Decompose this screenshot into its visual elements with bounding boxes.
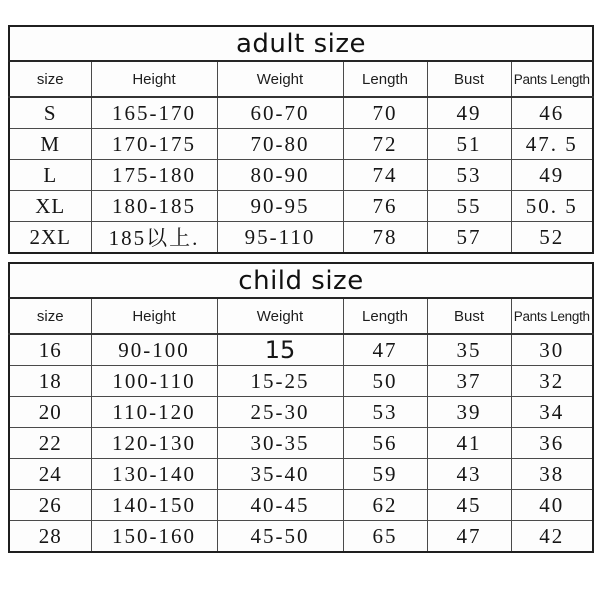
cell: 90-95: [217, 191, 343, 222]
column-header-size: size: [9, 61, 91, 97]
cell: 53: [343, 397, 427, 428]
cell: 55: [427, 191, 511, 222]
child-size-grid: [8, 262, 594, 553]
column-header-bust: Bust: [427, 61, 511, 97]
cell: 50. 5: [511, 191, 593, 222]
cell: 62: [343, 490, 427, 521]
cell: 26: [9, 490, 91, 521]
cell: 59: [343, 459, 427, 490]
cell: 25-30: [217, 397, 343, 428]
cell: 50: [343, 366, 427, 397]
column-header-weight: Weight: [217, 298, 343, 334]
cell: 51: [427, 129, 511, 160]
cell: 34: [511, 397, 593, 428]
cell: 150-160: [91, 521, 217, 553]
cell: 76: [343, 191, 427, 222]
cell: 170-175: [91, 129, 217, 160]
cell: 70-80: [217, 129, 343, 160]
cell: 80-90: [217, 160, 343, 191]
cell: XL: [9, 191, 91, 222]
table-row: [9, 366, 593, 397]
cell: L: [9, 160, 91, 191]
cell: 40-45: [217, 490, 343, 521]
column-header-height: Height: [91, 298, 217, 334]
child-size-table: [8, 262, 592, 553]
column-header-weight: Weight: [217, 61, 343, 97]
cell: 28: [9, 521, 91, 553]
cell: 30-35: [217, 428, 343, 459]
cell: 140-150: [91, 490, 217, 521]
cell: 65: [343, 521, 427, 553]
table-row: [9, 129, 593, 160]
cell: 41: [427, 428, 511, 459]
cell: S: [9, 97, 91, 129]
cell: 22: [9, 428, 91, 459]
cell: 47: [427, 521, 511, 553]
cell: 39: [427, 397, 511, 428]
cell: 42: [511, 521, 593, 553]
cell: 18: [9, 366, 91, 397]
column-header-bust: Bust: [427, 298, 511, 334]
cell: 45: [427, 490, 511, 521]
cell: 20: [9, 397, 91, 428]
adult-table-title: adult size: [9, 26, 593, 61]
cell: 130-140: [91, 459, 217, 490]
cell: 53: [427, 160, 511, 191]
cell: 46: [511, 97, 593, 129]
cell: 38: [511, 459, 593, 490]
cell: 60-70: [217, 97, 343, 129]
cell: 175-180: [91, 160, 217, 191]
table-row: [9, 334, 593, 366]
cell: 35-40: [217, 459, 343, 490]
cell: 40: [511, 490, 593, 521]
column-header-size: size: [9, 298, 91, 334]
cell: 45-50: [217, 521, 343, 553]
cell: 37: [427, 366, 511, 397]
column-header-pants-length: Pants Length: [511, 61, 593, 97]
cell: 24: [9, 459, 91, 490]
table-row: [9, 459, 593, 490]
cell: 2XL: [9, 222, 91, 254]
table-row: [9, 397, 593, 428]
child-table-title: child size: [9, 263, 593, 298]
cell: 47. 5: [511, 129, 593, 160]
cell: 16: [9, 334, 91, 366]
cell: 180-185: [91, 191, 217, 222]
column-header-length: Length: [343, 298, 427, 334]
cell: 72: [343, 129, 427, 160]
cell: 120-130: [91, 428, 217, 459]
cell: 74: [343, 160, 427, 191]
cell: M: [9, 129, 91, 160]
cell: 165-170: [91, 97, 217, 129]
cell: 49: [511, 160, 593, 191]
cell: 32: [511, 366, 593, 397]
cell: 49: [427, 97, 511, 129]
cell: 30: [511, 334, 593, 366]
cell: 95-110: [217, 222, 343, 254]
cell: 70: [343, 97, 427, 129]
cell: 43: [427, 459, 511, 490]
table-row: [9, 222, 593, 254]
adult-size-table: [8, 25, 592, 254]
cell: 110-120: [91, 397, 217, 428]
cell: 57: [427, 222, 511, 254]
cell: 15-25: [217, 366, 343, 397]
cell: 56: [343, 428, 427, 459]
adult-size-grid: [8, 25, 594, 254]
table-row: [9, 521, 593, 553]
cell: 52: [511, 222, 593, 254]
cell: 15: [217, 334, 343, 366]
column-header-length: Length: [343, 61, 427, 97]
table-row: [9, 97, 593, 129]
cell: 47: [343, 334, 427, 366]
cell: 78: [343, 222, 427, 254]
table-row: [9, 428, 593, 459]
column-header-pants-length: Pants Length: [511, 298, 593, 334]
cell: 90-100: [91, 334, 217, 366]
table-row: [9, 191, 593, 222]
table-row: [9, 160, 593, 191]
cell: 36: [511, 428, 593, 459]
cell: 35: [427, 334, 511, 366]
column-header-height: Height: [91, 61, 217, 97]
cell: 185以上.: [91, 222, 217, 254]
table-row: [9, 490, 593, 521]
cell: 100-110: [91, 366, 217, 397]
